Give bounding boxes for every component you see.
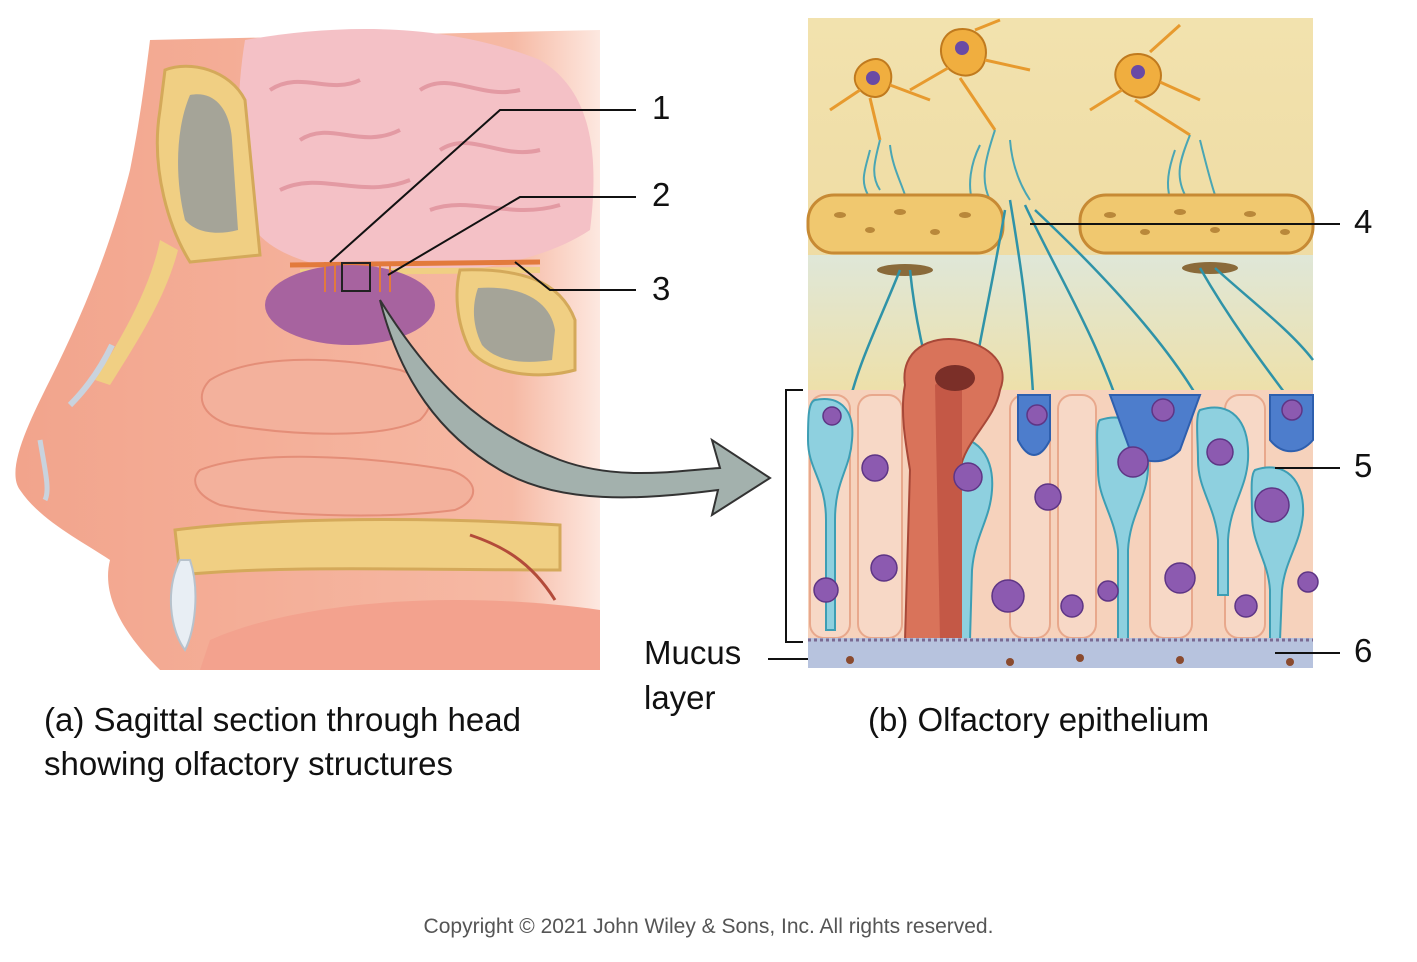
olfactory-region: [265, 265, 435, 345]
marker-5: 5: [1354, 447, 1373, 484]
marker-4: 4: [1354, 203, 1373, 240]
caption-b: (b) Olfactory epithelium: [868, 701, 1210, 738]
marker-1: 1: [652, 89, 671, 126]
gland-duct-opening: [935, 365, 975, 391]
marker-6: 6: [1354, 632, 1373, 669]
epithelium-bracket: [786, 390, 803, 642]
mucus-label-line1: Mucus: [644, 634, 742, 671]
caption-a-line1: (a) Sagittal section through head: [44, 701, 521, 738]
caption-a-line2: showing olfactory structures: [44, 745, 454, 782]
mucus-label-line2: layer: [644, 679, 716, 716]
middle-turbinate: [202, 360, 431, 434]
brain: [238, 29, 593, 270]
cribriform-plate: [290, 262, 540, 265]
mucus-layer-band: [808, 638, 1313, 668]
olfactory-epithelium-illustration: [808, 18, 1318, 668]
marker-3: 3: [652, 270, 671, 307]
copyright-notice: Copyright © 2021 John Wiley & Sons, Inc. All rights reserved.: [423, 915, 994, 938]
marker-2: 2: [652, 176, 671, 213]
cribriform-bone-left: [808, 195, 1003, 253]
sagittal-head-section: [15, 29, 600, 670]
